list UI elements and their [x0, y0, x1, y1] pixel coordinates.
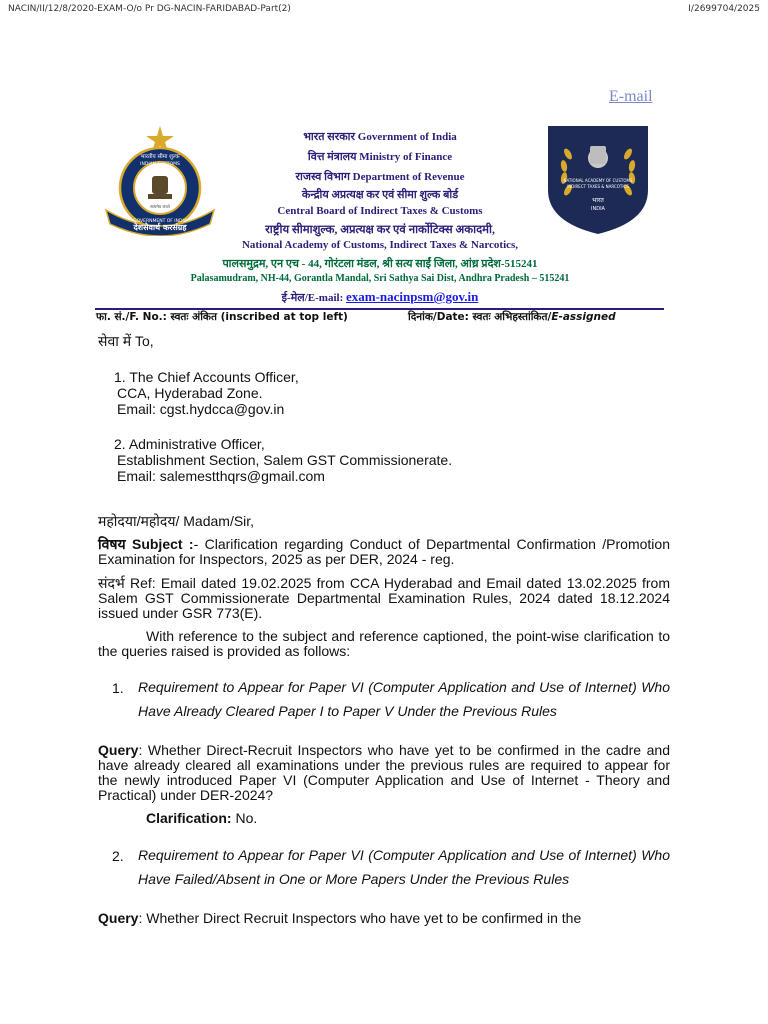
letterhead-line-3: राजस्व विभाग Department of Revenue [295, 171, 465, 183]
point-heading: Requirement to Appear for Paper VI (Computer Application and Use of Internet) Who Have Failed/Absent in One or More Papers Under the Previous Rules [138, 847, 670, 887]
query-paragraph [98, 911, 670, 926]
addressee-line: Administrative Officer, [128, 436, 265, 452]
date-label: दिनांक/Date: स्वतः अभिहस्तांकित/ [408, 311, 552, 323]
emblem-motto: सत्यमेव जयते [150, 204, 170, 209]
subject-label: विषय Subject : [98, 536, 194, 552]
intro-paragraph: With reference to the subject and reference captioned, the point-wise clarification to the queries raised is provided as follows: [98, 628, 670, 659]
emblem-ring-top: भारतीय सीमा शुल्क [140, 154, 180, 160]
date-value: E-assigned [551, 311, 616, 323]
point-number: 2. [112, 848, 124, 864]
shield-text-country: INDIA [591, 206, 605, 212]
subject-text: - Clarification regarding Conduct of Departmental Confirmation /Promotion Examination for Inspectors, 2025 as per DER, 2024 - reg. [98, 536, 670, 567]
addressee-email: Email: salemestthqrs@gmail.com [117, 468, 325, 484]
letterhead-line-1: भारत सरकार Government of India [303, 131, 457, 143]
shield-text-line2: INDIRECT TAXES & NARCOTICS [567, 184, 629, 189]
query-text: : Whether Direct-Recruit Inspectors who have yet to be confirmed in the cadre and have already cleared all examinations under the previous rules are required to appear for the newly introduced Paper VI (Computer Application and Use of Internet - Theory and Practical) under DER-2024? [98, 742, 670, 803]
addressee-number: 2. [114, 436, 126, 452]
clarification-text: No. [231, 810, 258, 826]
email-address-link[interactable]: exam-nacinpsm@gov.in [346, 289, 479, 304]
salutation: महोदया/महोदय/ Madam/Sir, [98, 513, 255, 529]
clarification [146, 811, 718, 826]
query-text: : Whether Direct Recruit Inspectors who have yet to be confirmed in the [138, 910, 582, 926]
to-label: सेवा में To, [98, 333, 154, 349]
document-number: I/2699704/2025 [688, 4, 760, 14]
addressee-email: Email: cgst.hydcca@gov.in [117, 401, 285, 417]
clarification-label: Clarification: [146, 810, 232, 826]
email-link[interactable]: E-mail [609, 88, 653, 105]
letterhead-line-9: Palasamudram, NH-44, Gorantla Mandal, Sri Sathya Sai Dist, Andhra Pradesh – 515241 [190, 273, 570, 284]
addressee-number: 1. [114, 369, 126, 385]
emblem-ring-mid: INDIAN CUSTOMS [140, 162, 180, 167]
letterhead-line-2: वित्त मंत्रालय Ministry of Finance [307, 151, 453, 163]
file-reference: NACIN/II/12/8/2020-EXAM-O/o Pr DG-NACIN-FARIDABAD-Part(2) [8, 4, 291, 14]
emblem-banner: देशसेवार्थ करसंग्रह [133, 223, 187, 232]
letterhead-line-5: Central Board of Indirect Taxes & Customs [277, 205, 483, 217]
date-field [408, 310, 616, 324]
addressee-line: CCA, Hyderabad Zone. [117, 385, 263, 401]
emblem-ring-bottom: GOVERNMENT OF INDIA [133, 219, 187, 224]
file-number: फा. सं./F. No.: स्वतः अंकित (inscribed at top left) [96, 311, 348, 323]
shield-text-hindi: भारत [592, 197, 604, 204]
addressee-line: Establishment Section, Salem GST Commissionerate. [117, 452, 453, 468]
query-label: Query [98, 742, 139, 758]
point-heading: Requirement to Appear for Paper VI (Computer Application and Use of Internet) Who Have Already Cleared Paper I to Paper V Under the Previous Rules [138, 679, 670, 719]
subject-paragraph [98, 537, 670, 567]
addressee-line: The Chief Accounts Officer, [129, 369, 299, 385]
addressee-1 [114, 369, 686, 417]
query-label: Query [98, 910, 139, 926]
addressee-2 [114, 436, 686, 484]
letterhead-line-4: केन्द्रीय अप्रत्यक्ष कर एवं सीमा शुल्क बोर्ड [301, 189, 459, 201]
shield-text-line1: NATIONAL ACADEMY OF CUSTOMS [563, 178, 633, 183]
letterhead-email [110, 289, 650, 305]
letterhead-line-7: National Academy of Customs, Indirect Taxes & Narcotics, [241, 239, 519, 251]
point-number: 1. [112, 680, 124, 696]
query-paragraph [98, 743, 670, 803]
reference-paragraph: संदर्भ Ref: Email dated 19.02.2025 from CCA Hyderabad and Email dated 13.02.2025 from Salem GST Commissionerate Departmental Examination Rules, 2024 dated 18.12.2024 issued under GSR 773(E). [98, 575, 670, 621]
email-label: ई-मेल/E-mail: [281, 292, 346, 304]
letterhead-line-6: राष्ट्रीय सीमाशुल्क, अप्रत्यक्ष कर एवं नार्कोटिक्स अकादमी, [265, 224, 495, 236]
letterhead-line-8: पालसमुद्रम, एन एच - 44, गोरंटला मंडल, श्री सत्य साईं जिला, आंध्र प्रदेश-515241 [222, 258, 538, 270]
